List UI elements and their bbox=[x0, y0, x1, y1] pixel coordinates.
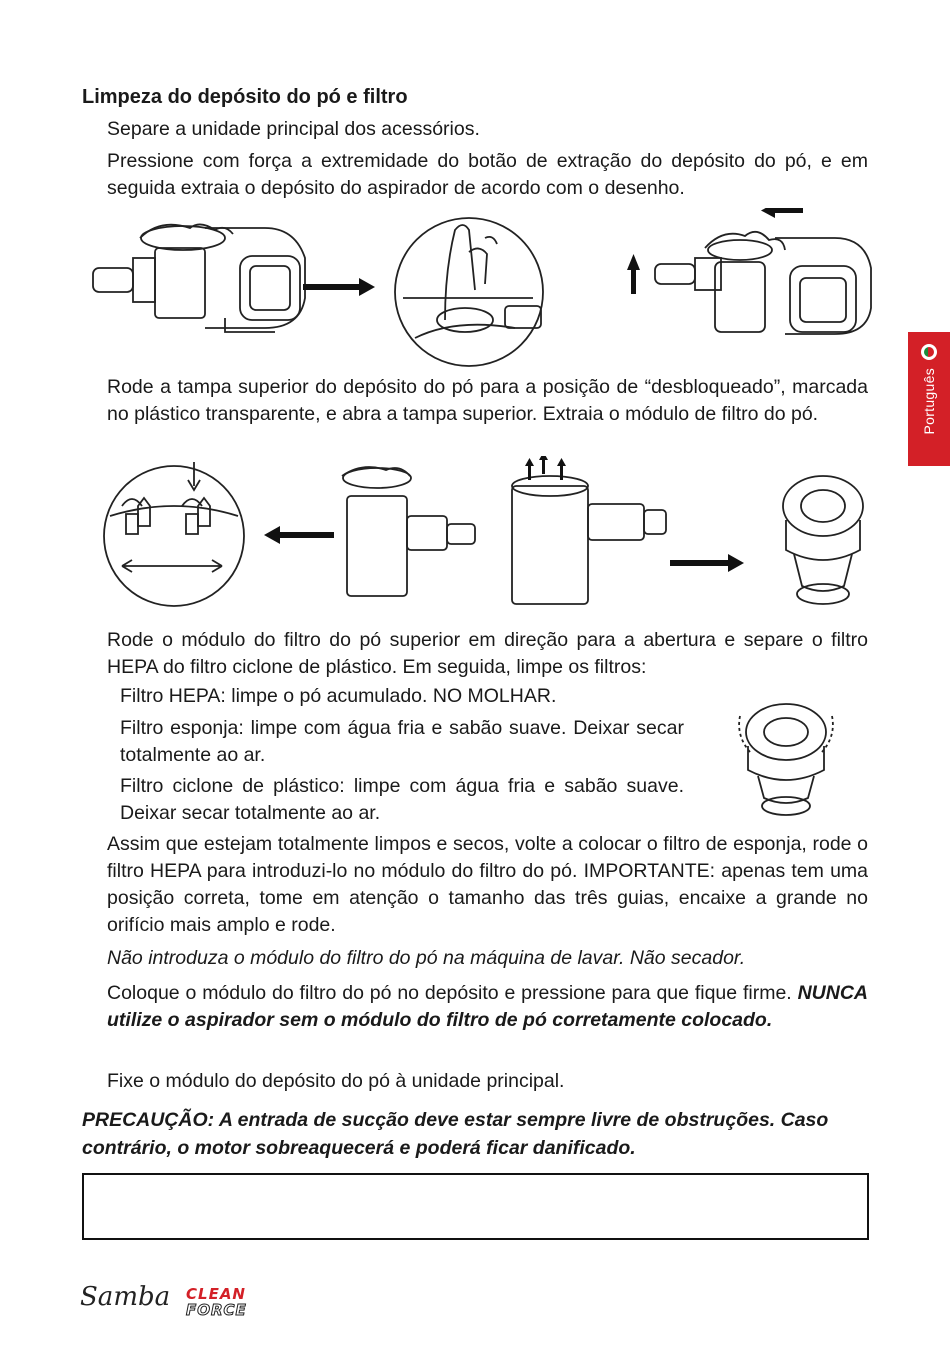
filter-sponge: Filtro esponja: limpe com água fria e sabão suave. Deixar secar totalmente ao ar. bbox=[120, 717, 684, 766]
filter-rotate-illustration bbox=[730, 696, 842, 820]
section-title: Limpeza do depósito do pó e filtro bbox=[82, 86, 408, 108]
step-separate-filters: Rode o módulo do filtro do pó superior em direção para a abertura e separe o filtro HEPA do filtro ciclone de plástico. Em seguida, limpe os filtros: bbox=[107, 629, 868, 678]
precaution-note: PRECAUÇÃO: A entrada de sucção deve estar sempre livre de obstruções. Caso contrário, o motor sobreaquecerá e poderá ficar danificado. bbox=[82, 1109, 829, 1159]
brand-logo-clean: CLEAN bbox=[186, 1285, 246, 1303]
filter-hepa: Filtro HEPA: limpe o pó acumulado. NO MOLHAR. bbox=[120, 685, 557, 707]
step-insert-module bbox=[107, 980, 868, 1034]
brand-logo-force: FORCE bbox=[186, 1301, 247, 1319]
warning-no-washing: Não introduza o módulo do filtro do pó na máquina de lavar. Não secador. bbox=[107, 947, 746, 969]
empty-note-box bbox=[82, 1173, 869, 1240]
language-tab-label: Português bbox=[921, 368, 937, 435]
arrow-right-icon bbox=[303, 278, 375, 296]
language-tab bbox=[908, 332, 950, 466]
arrow-up-icon bbox=[627, 254, 640, 294]
brand-logo-samba: Samba bbox=[80, 1282, 171, 1312]
warning-never-use: NUNCA utilize o aspirador sem o módulo do filtro de pó corretamente colocado. bbox=[107, 982, 868, 1031]
portugal-flag-icon bbox=[921, 344, 937, 360]
illustration-row-1 bbox=[85, 208, 875, 368]
step-reassemble: Assim que estejam totalmente limpos e secos, volte a colocar o filtro de esponja, rode o filtro HEPA para introduzi-lo no módulo do filtro do pó. IMPORTANTE: apenas tem uma posição correta, tome em atenção o tamanho das três guias, encaixe a grande no orifício mais amplo e rode. bbox=[107, 833, 868, 936]
arrow-left-icon bbox=[264, 526, 334, 544]
arrow-left-icon bbox=[761, 208, 803, 218]
step-press-button: Pressione com força a extremidade do botão de extração do depósito do pó, e em seguida extraia o depósito do aspirador de acordo com o desenho. bbox=[107, 150, 868, 199]
step-separate: Separe a unidade principal dos acessórios. bbox=[107, 118, 480, 140]
step-insert-module-text: Coloque o módulo do filtro do pó no depósito e pressione para que fique firme. bbox=[107, 982, 792, 1004]
filter-module-illustration bbox=[778, 470, 868, 615]
step-attach-module: Fixe o módulo do depósito do pó à unidade principal. bbox=[107, 1070, 565, 1092]
filter-cyclone: Filtro ciclone de plástico: limpe com água fria e sabão suave. Deixar secar totalmente ao ar. bbox=[120, 775, 684, 824]
illustration-row-2 bbox=[102, 456, 762, 616]
arrow-right-icon bbox=[670, 554, 744, 572]
step-rotate-cover: Rode a tampa superior do depósito do pó para a posição de “desbloqueado”, marcada no plástico transparente, e abra a tampa superior. Extraia o módulo de filtro do pó. bbox=[107, 376, 868, 425]
